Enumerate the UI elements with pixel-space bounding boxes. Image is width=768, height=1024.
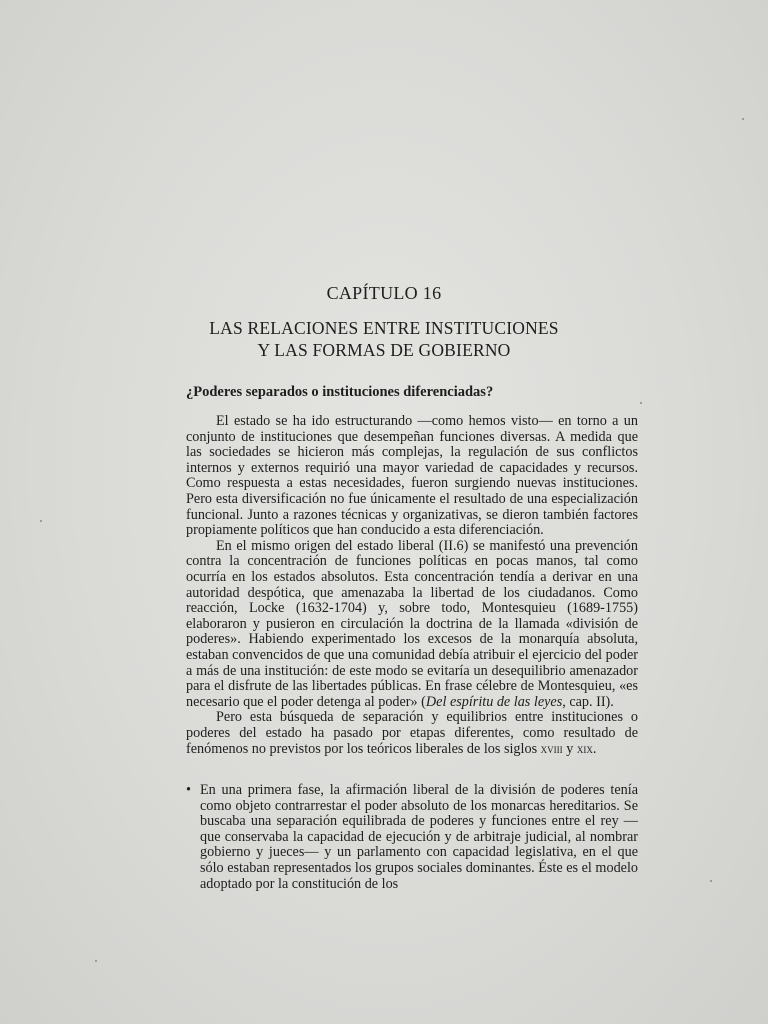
- paragraph-1: El estado se ha ido estructurando —como hemos visto— en torno a un conjunto de instituciones que desempeñan funciones diversas. A medida que las sociedades se hicieron más complejas, la regulación de sus conflictos internos y externos requirió una mayor variedad de capacidades y recursos. Como respuesta a estas necesidades, fueron surgiendo nuevas instituciones. Pero esta diversificación no fue únicamente el resultado de una especialización funcional. Junto a razones técnicas y organizativas, se dieron también factores propiamente políticos que han conducido a esta diferenciación.: [186, 413, 638, 539]
- chapter-label-prefix: CAPÍTULO: [326, 283, 418, 303]
- scan-speck: [640, 402, 642, 404]
- scan-speck: [742, 118, 744, 120]
- paragraph-2-text: En el mismo origen del estado liberal (II.6) se manifestó una prevención contra la concentración de funciones políticas en pocas manos, tal como ocurría en los estados absolutos. Esta concentración tendía a derivar en una autoridad despótica, que amenazaba la libertad de los ciudadanos. Como reacción, Locke (1632-1704) y, sobre todo, Montesquieu (1689-1755) elaboraron y pusieron en circulación la doctrina de la llamada «división de poderes». Habiendo experimentado los excesos de la monarquía absoluta, estaban convencidos de que una comunidad debía atribuir el ejercicio del poder a más de una institución: de este modo se evitaría un desequilibrio amenazador para el disfrute de las libertades públicas. En frase célebre de Montesquieu, «es necesario que el poder detenga al poder» (: [186, 537, 638, 710]
- list-item: • En una primera fase, la afirmación liberal de la división de poderes tenía como objeto contrarrestar el poder absoluto de los monarcas hereditarios. Se buscaba una separación equilibrada de poderes y funciones entre el rey —que conservaba la capacidad de ejecución y de arbitraje judicial, al nombrar gobierno y jueces— y un parlamento con capacidad legislativa, en el que sólo estaban representados los grupos sociales dominantes. Éste es el modelo adoptado por la constitución de los: [186, 783, 638, 892]
- chapter-number: 16: [422, 283, 442, 303]
- section-heading: ¿Poderes separados o instituciones diferenciadas?: [186, 384, 494, 400]
- bullet-list: [186, 783, 638, 892]
- paragraph-2: [186, 539, 638, 711]
- paragraph-3-end: .: [592, 741, 597, 758]
- book-title: Del espíritu de las leyes: [425, 693, 563, 710]
- century-19: xix: [576, 741, 593, 757]
- paragraph-3-text: Pero esta búsqueda de separación y equilibrios entre instituciones o poderes del estado ha pasado por etapas diferentes, como resultado de fenómenos no previstos por los teóricos liberales de los siglos: [186, 709, 638, 758]
- paragraph-3-mid: y: [562, 741, 577, 758]
- chapter-title-line-1: LAS RELACIONES ENTRE INSTITUCIONES: [209, 318, 559, 338]
- paragraph-3: [186, 710, 638, 758]
- century-18: xviii: [540, 741, 563, 757]
- body-text: [186, 414, 638, 758]
- scan-speck: [95, 960, 97, 962]
- chapter-label: [0, 283, 768, 304]
- chapter-title-line-2: Y LAS FORMAS DE GOBIERNO: [257, 340, 511, 360]
- chapter-title: [0, 317, 768, 361]
- scan-speck: [710, 880, 712, 882]
- scan-speck: [40, 520, 42, 522]
- paragraph-2-end: , cap. II).: [562, 693, 614, 710]
